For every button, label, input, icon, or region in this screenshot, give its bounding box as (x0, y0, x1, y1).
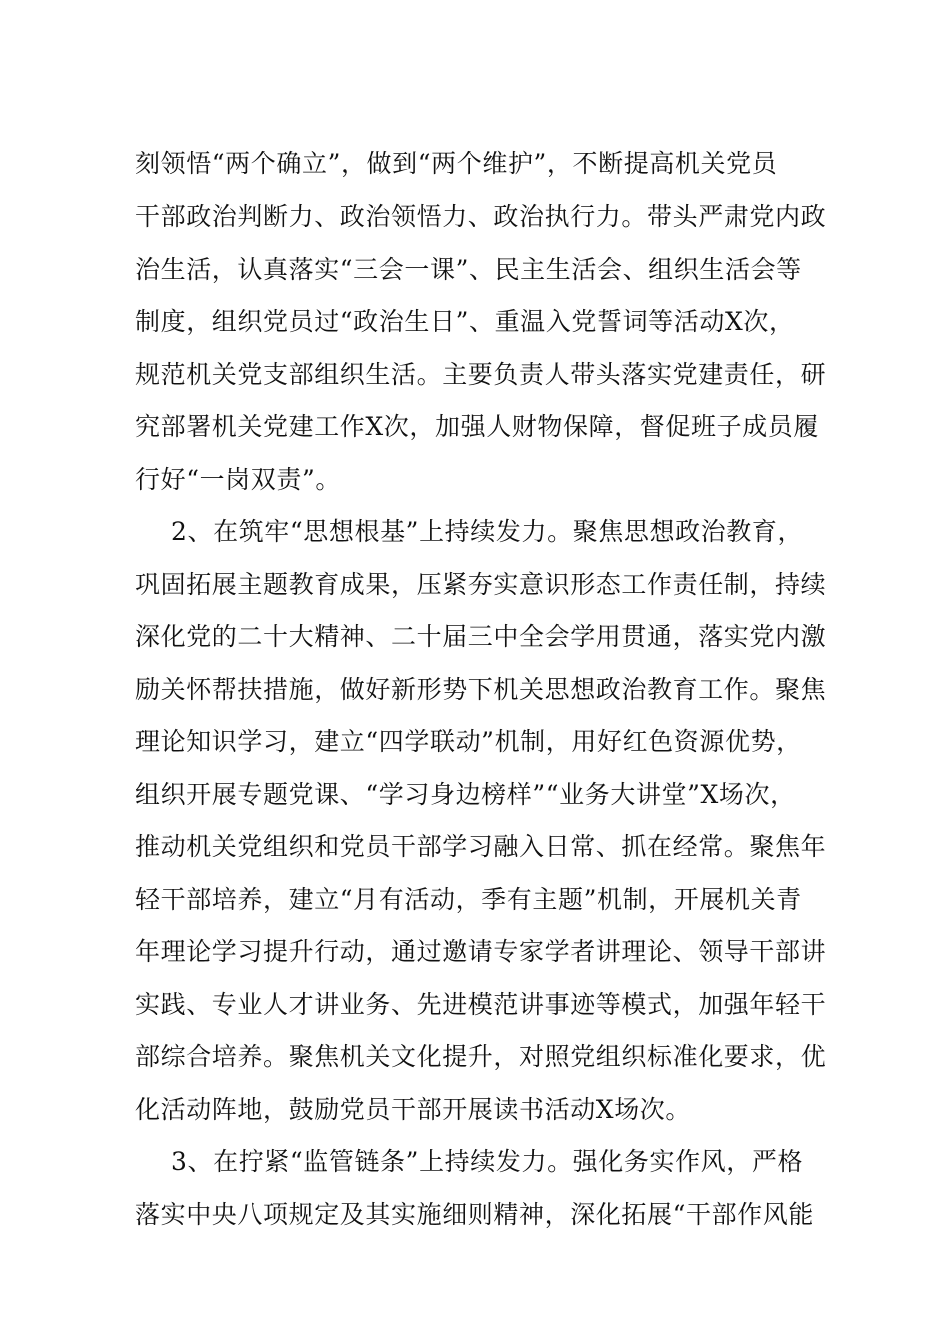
text-line: 治生活，认真落实“三会一课”、民主生活会、组织生活会等 (135, 255, 802, 284)
text-line: 巩固拓展主题教育成果，压紧夯实意识形态工作责任制，持续 (135, 570, 827, 599)
text-line: 组织开展专题党课、“学习身边榜样”“业务大讲堂”X场次， (135, 780, 796, 809)
text-line: 深化党的二十大精神、二十届三中全会学用贯通，落实党内激 (135, 622, 827, 651)
text-line: 制度，组织党员过“政治生日”、重温入党誓词等活动X次， (135, 307, 795, 336)
text-line: 年理论学习提升行动，通过邀请专家学者讲理论、领导干部讲 (135, 937, 827, 966)
paragraph-heading-line: 3、在拧紧“监管链条”上持续发力。强化务实作风，严格 (171, 1147, 804, 1176)
text-line: 轻干部培养，建立“月有活动，季有主题”机制，开展机关青 (135, 885, 802, 914)
text-line: 部综合培养。聚焦机关文化提升，对照党组织标准化要求，优 (135, 1042, 827, 1071)
text-line: 刻领悟“两个确立”，做到“两个维护”，不断提高机关党员 (135, 149, 778, 178)
paragraph-heading-line: 2、在筑牢“思想根基”上持续发力。聚焦思想政治教育， (171, 517, 804, 546)
text-line: 化活动阵地，鼓励党员干部开展读书活动X场次。 (135, 1095, 691, 1124)
text-line: 究部署机关党建工作X次，加强人财物保障，督促班子成员履 (135, 412, 819, 441)
text-line: 规范机关党支部组织生活。主要负责人带头落实党建责任，研 (135, 360, 827, 389)
text-line: 推动机关党组织和党员干部学习融入日常、抓在经常。聚焦年 (135, 832, 827, 861)
text-line: 行好“一岗双责”。 (135, 465, 341, 494)
text-line: 实践、专业人才讲业务、先进模范讲事迹等模式，加强年轻干 (135, 990, 827, 1019)
text-line: 励关怀帮扶措施，做好新形势下机关思想政治教育工作。聚焦 (135, 675, 827, 704)
text-line: 理论知识学习，建立“四学联动”机制，用好红色资源优势， (135, 727, 802, 756)
text-line: 干部政治判断力、政治领悟力、政治执行力。带头严肃党内政 (135, 202, 827, 231)
text-line: 落实中央八项规定及其实施细则精神，深化拓展“干部作风能 (135, 1200, 814, 1229)
